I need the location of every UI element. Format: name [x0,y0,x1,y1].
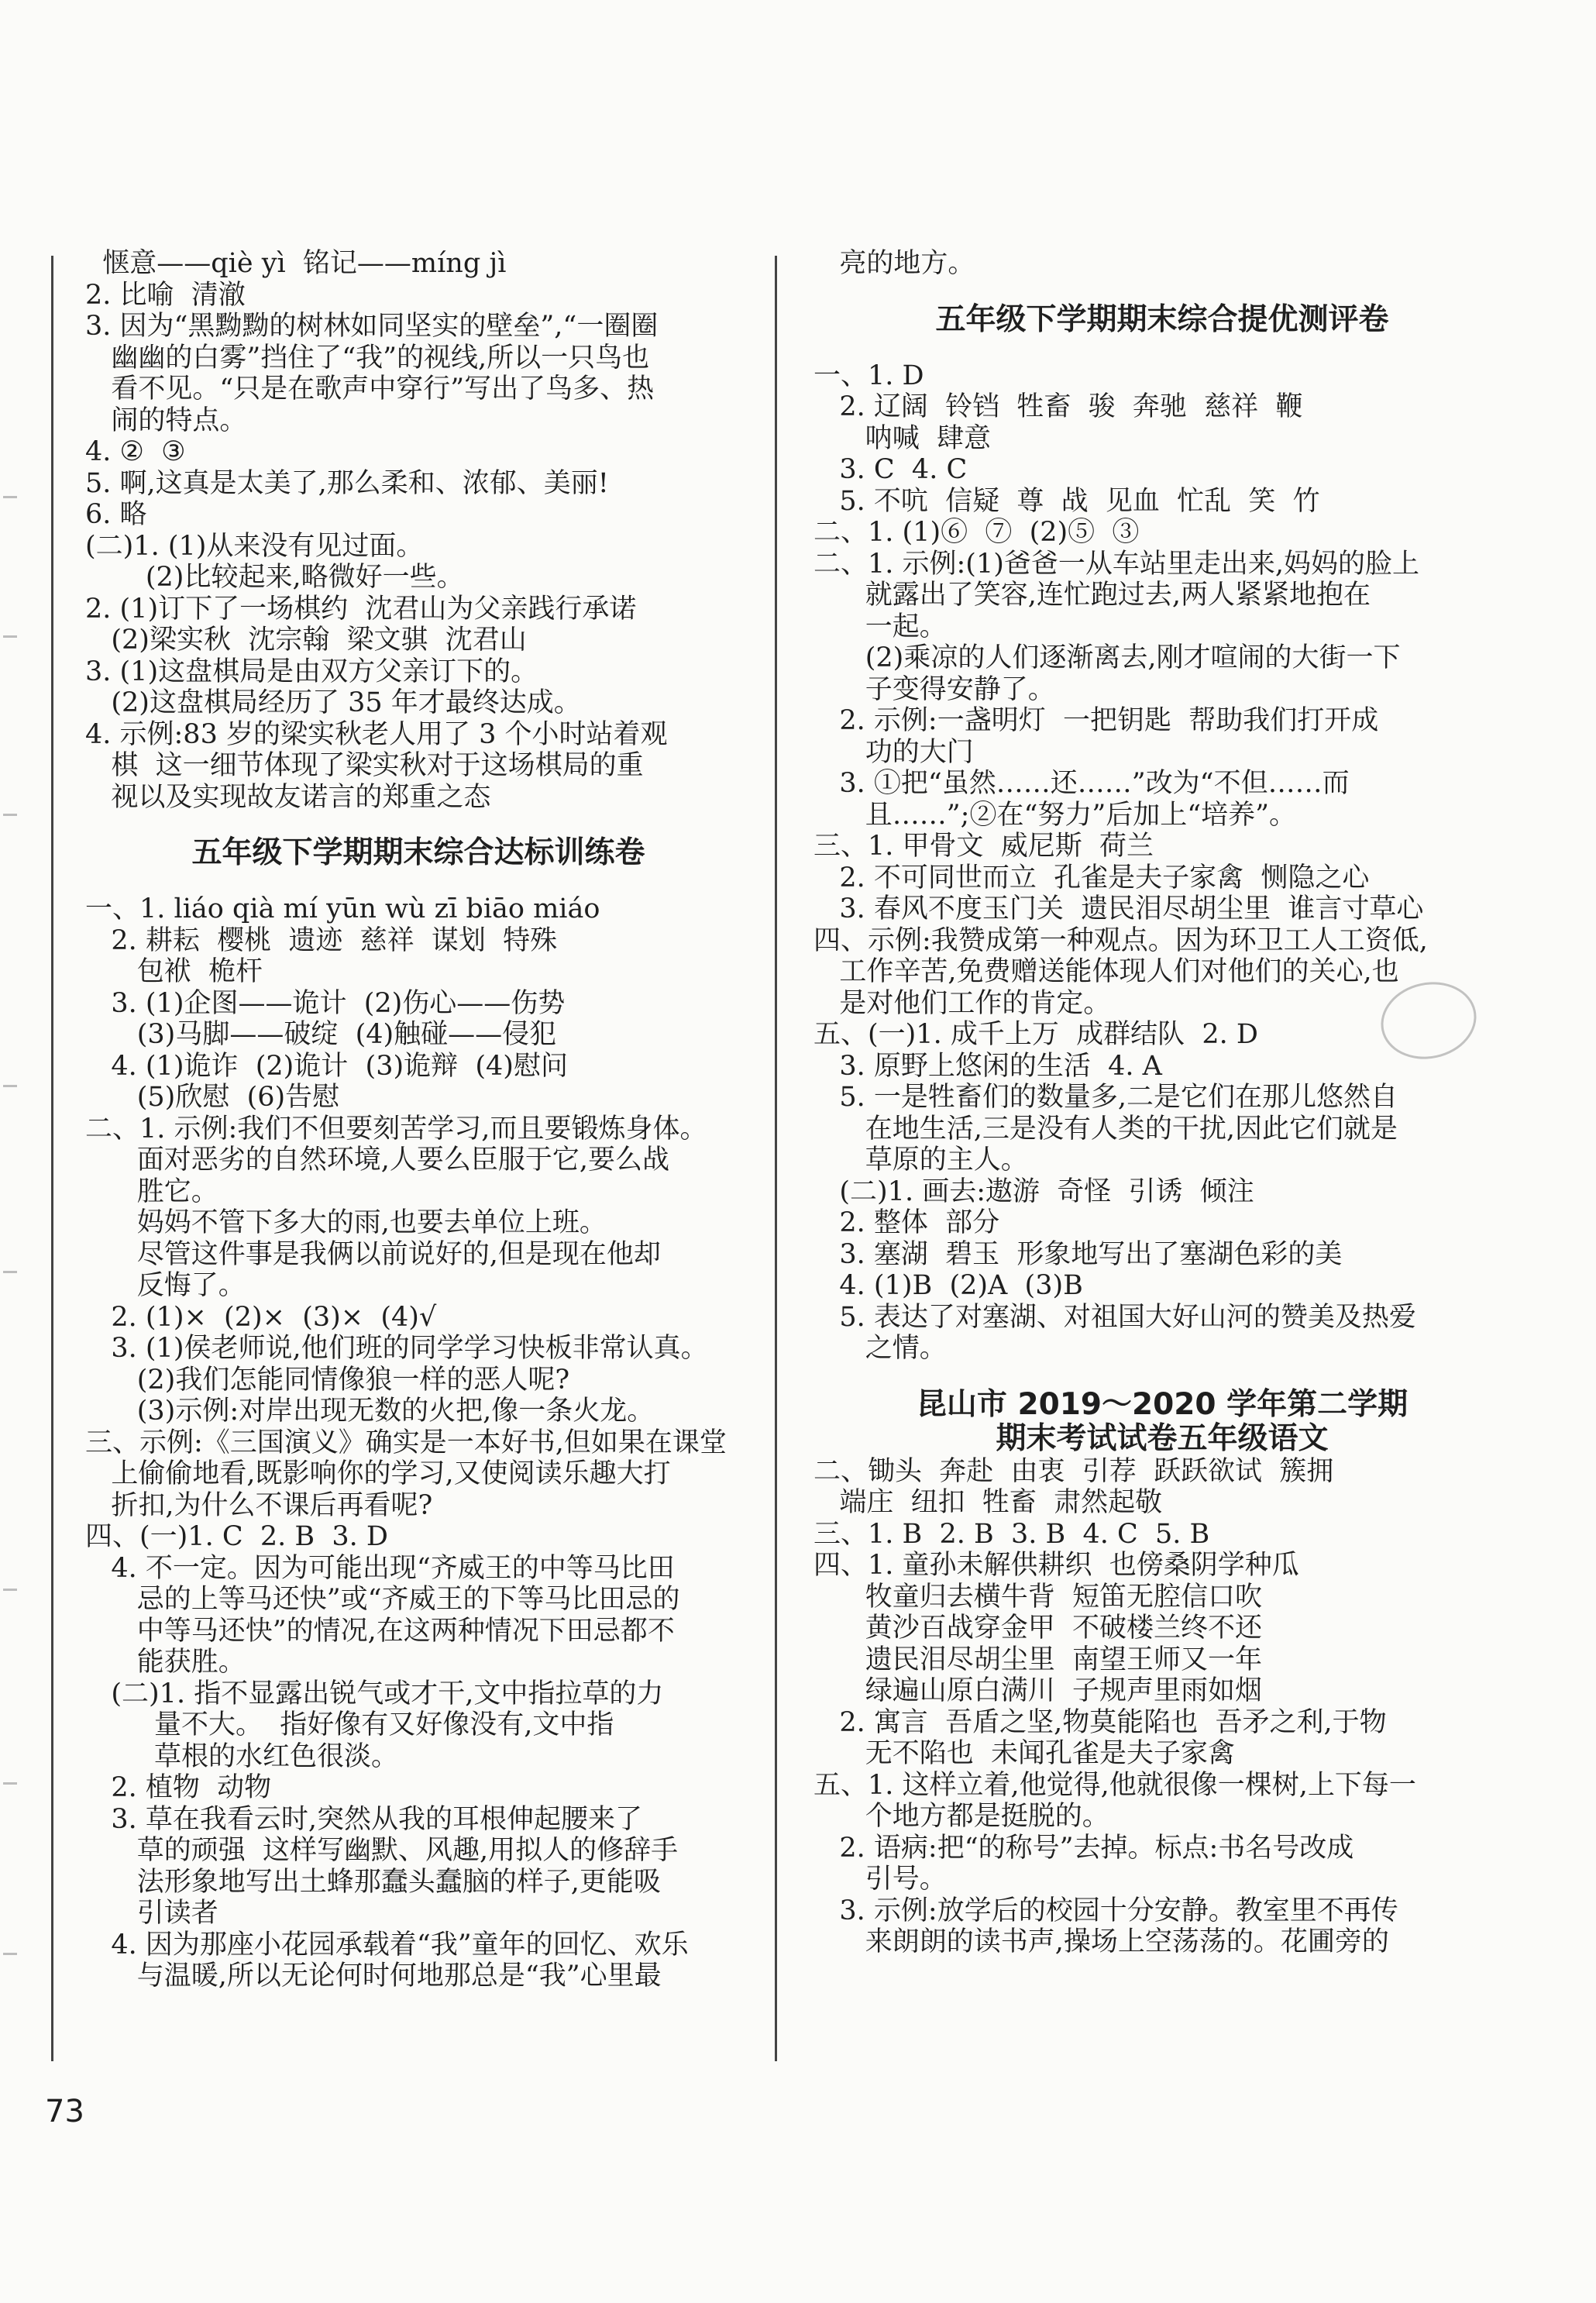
answer-line: 反悔了。 [85,1270,246,1301]
answer-line: 5. 一是牲畜们的数量多,二是它们在那儿悠然自 [813,1082,1398,1113]
answer-line: 2. 植物 动物 [85,1772,272,1803]
answer-line: 亮的地方。 [813,248,975,279]
answer-line: 五、(一)1. 成千上万 成群结队 2. D [813,1019,1258,1050]
answer-line: 棋 这一细节体现了梁实秋对于这场棋局的重 [85,750,644,781]
answer-line: 二、1. 示例:(1)爸爸一从车站里走出来,妈妈的脸上 [813,548,1420,580]
answer-line: 2. 语病:把“的称号”去掉。标点:书名号改成 [813,1832,1354,1864]
section-title: 期末考试试卷五年级语文 [996,1420,1329,1456]
answer-line: 2. 示例:一盏明灯 一把钥匙 帮助我们打开成 [813,705,1379,736]
answer-line: (5)欣慰 (6)告慰 [85,1082,340,1113]
answer-line: 幽幽的白雾”挡住了“我”的视线,所以一只鸟也 [85,342,650,374]
answer-line: 一起。 [813,611,947,642]
answer-line: 遗民泪尽胡尘里 南望王师又一年 [813,1644,1263,1675]
answer-line: 包袱 桅杆 [85,956,263,987]
answer-line: 2. 耕耘 樱桃 遗迹 慈祥 谋划 特殊 [85,924,558,956]
answer-line: 尽管这件事是我俩以前说好的,但是现在他却 [85,1238,661,1270]
answer-line: 面对恶劣的自然环境,人要么臣服于它,要么战 [85,1145,670,1176]
answer-line: 5. 不吭 信疑 尊 战 见血 忙乱 笑 竹 [813,485,1320,517]
answer-line: 2. (1)订下了一场棋约 沈君山为父亲践行承诺 [85,593,637,625]
answer-line: 2. 比喻 清澈 [85,279,246,311]
answer-line: (3)马脚——破绽 (4)触碰——侵犯 [85,1019,557,1050]
answer-line: 3. 春风不度玉门关 遗民泪尽胡尘里 谁言寸草心 [813,893,1424,924]
answer-line: 个地方都是挺脱的。 [813,1801,1109,1832]
answer-line: 2. 寓言 吾盾之坚,物莫能陷也 吾矛之利,于物 [813,1706,1387,1738]
answer-line: 3. 原野上悠闲的生活 4. A [813,1050,1162,1082]
answer-line: 二、1. (1)⑥ ⑦ (2)⑤ ③ [813,517,1140,548]
answer-line: 量不大。 指好像有又好像没有,文中指 [85,1709,614,1740]
answer-line: (二)1. 指不显露出锐气或才干,文中指拉草的力 [85,1678,664,1709]
answer-line: 看不见。“只是在歌声中穿行”写出了鸟多、热 [85,374,655,404]
answer-line: 呐喊 肆意 [813,422,992,454]
answer-line: 3. (1)这盘棋局是由双方父亲订下的。 [85,656,538,687]
answer-line: 忌的上等马还快”或“齐威王的下等马比田忌的 [85,1584,680,1615]
answer-line: 5. 啊,这真是太美了,那么柔和、浓郁、美丽! [85,467,609,499]
answer-line: 3. 因为“黑黝黝的树林如同坚实的壁垒”,“一圈圈 [85,311,659,342]
answer-line: 子变得安静了。 [813,673,1055,705]
answer-line: 三、1. B 2. B 3. B 4. C 5. B [813,1518,1210,1550]
answer-line: 一、1. D [813,360,924,391]
answer-line: 草原的主人。 [813,1145,1028,1176]
edge-mark [3,1589,17,1591]
section-gap [813,1365,1511,1388]
answer-line: (二)1. (1)从来没有见过面。 [85,530,424,562]
answer-line: 来朗朗的读书声,操场上空荡荡的。花圃旁的 [813,1926,1389,1957]
answer-line: 3. C 4. C [813,454,968,485]
answer-line: (2)我们怎能同情像狼一样的恶人呢? [85,1364,570,1396]
section-title: 五年级下学期期末综合提优测评卷 [935,301,1389,337]
answer-line: 四、1. 童孙未解供耕织 也傍桑阴学种瓜 [813,1550,1299,1581]
page-number: 73 [45,2094,84,2129]
answer-line: (二)1. 画去:遨游 奇怪 引诱 倾注 [813,1176,1254,1207]
answer-line: 端庄 纽扣 牲畜 肃然起敬 [813,1487,1163,1518]
answer-line: 草根的水红色很淡。 [85,1740,399,1772]
answer-line: 无不陷也 未闻孔雀是夫子家禽 [813,1738,1236,1769]
answer-line: 胜它。 [85,1176,218,1207]
answer-line: 4. (1)诡诈 (2)诡计 (3)诡辩 (4)慰问 [85,1050,568,1082]
answer-line: 4. 不一定。因为可能出现“齐威王的中等马比田 [85,1552,675,1584]
answer-line: 5. 表达了对塞湖、对祖国大好山河的赞美及热爱 [813,1301,1416,1333]
answer-line: (3)示例:对岸出现无数的火把,像一条火龙。 [85,1396,655,1427]
answer-line: 视以及实现故友诺言的郑重之态 [85,781,491,813]
answer-line: 2. (1)× (2)× (3)× (4)√ [85,1301,437,1333]
answer-line: 二、锄头 奔赴 由衷 引荐 跃跃欲试 簇拥 [813,1455,1334,1487]
answer-line: 4. 因为那座小花园承载着“我”童年的回忆、欢乐 [85,1929,689,1960]
edge-mark [3,496,17,498]
answer-line: 是对他们工作的肯定。 [813,987,1111,1019]
edge-mark [3,814,17,816]
answer-line: (2)乘凉的人们逐渐离去,刚才喧闹的大街一下 [813,642,1401,673]
answer-line: 3. (1)侯老师说,他们班的同学学习快板非常认真。 [85,1333,708,1364]
answer-line: 三、1. 甲骨文 威尼斯 荷兰 [813,831,1154,862]
answer-line: 功的大门 [813,736,974,768]
answer-line: 闹的特点。 [85,404,247,436]
answer-line: 四、(一)1. C 2. B 3. D [85,1521,388,1552]
answer-line: 3. 塞湖 碧玉 形象地写出了塞湖色彩的美 [813,1238,1343,1270]
answer-line: 三、示例:《三国演义》确实是一本好书,但如果在课堂 [85,1427,727,1458]
answer-line: 4. (1)B (2)A (3)B [813,1270,1083,1301]
answer-line: 惬意——qiè yì 铭记——míng jì [85,248,507,279]
answer-line: 四、示例:我赞成第一种观点。因为环卫工人工资低, [813,924,1428,956]
answer-line: 4. ② ③ [85,436,186,467]
edge-mark [3,1782,17,1785]
answer-line: 上偷偷地看,既影响你的学习,又使阅读乐趣大打 [85,1458,671,1489]
answer-line: 牧童归去横牛背 短笛无腔信口吹 [813,1581,1263,1613]
answer-line: (2)梁实秋 沈宗翰 梁文骐 沈君山 [85,625,527,656]
answer-line: 妈妈不管下多大的雨,也要去单位上班。 [85,1207,607,1238]
answer-line: 五、1. 这样立着,他觉得,他就很像一棵树,上下每一 [813,1769,1416,1801]
section-gap [85,870,752,893]
section-title: 五年级下学期期末综合达标训练卷 [191,835,645,870]
answer-line: 4. 示例:83 岁的梁实秋老人用了 3 个小时站着观 [85,718,668,750]
answer-line: 在地生活,三是没有人类的干扰,因此它们就是 [813,1113,1398,1145]
answer-line: 引号。 [813,1864,947,1895]
answer-column-right [813,248,1511,1958]
section-gap [813,280,1511,303]
answer-column-left [85,248,752,1992]
answer-line: 之情。 [813,1333,947,1364]
answer-line: (2)这盘棋局经历了 35 年才最终达成。 [85,687,581,718]
answer-line: 中等马还快”的情况,在这两种情况下田忌都不 [85,1615,675,1647]
answer-line: 法形象地写出土蜂那蠢头蠢脑的样子,更能吸 [85,1866,661,1898]
section-title: 昆山市 2019～2020 学年第二学期 [916,1386,1409,1422]
answer-line: 就露出了笑容,连忙跑过去,两人紧紧地抱在 [813,580,1371,611]
center-divider [775,256,777,2061]
answer-line: 3. ①把“虽然……还……”改为“不但……而 [813,768,1350,799]
answer-line: 3. (1)企图——诡计 (2)伤心——伤势 [85,987,566,1019]
edge-mark [3,1271,17,1273]
answer-line: 与温暖,所以无论何时何地那总是“我”心里最 [85,1960,662,1991]
section-gap [813,337,1511,360]
answer-line: 6. 略 [85,499,147,530]
edge-mark [3,1085,17,1087]
answer-line: 3. 示例:放学后的校园十分安静。教室里不再传 [813,1895,1398,1926]
edge-mark [3,1953,17,1955]
answer-line: 黄沙百战穿金甲 不破楼兰终不还 [813,1613,1263,1644]
answer-line: 引读者 [85,1898,218,1929]
answer-line: 二、1. 示例:我们不但要刻苦学习,而且要锻炼身体。 [85,1113,707,1145]
answer-line: 2. 不可同世而立 孔雀是夫子家禽 恻隐之心 [813,862,1370,893]
answer-line: 折扣,为什么不课后再看呢? [85,1489,433,1521]
answer-line: 工作辛苦,免费赠送能体现人们对他们的关心,也 [813,956,1399,987]
left-margin-rule [51,256,53,2061]
answer-line: 能获胜。 [85,1647,246,1678]
answer-line: 绿遍山原白满川 子规声里雨如烟 [813,1675,1263,1706]
answer-line: 2. 辽阔 铃铛 牲畜 骏 奔驰 慈祥 鞭 [813,391,1303,422]
section-gap [85,813,752,836]
answer-line: 3. 草在我看云时,突然从我的耳根伸起腰来了 [85,1803,643,1835]
answer-line: 2. 整体 部分 [813,1207,1000,1238]
answer-line: 一、1. liáo qià mí yūn wù zī biāo miáo [85,893,600,924]
answer-line: (2)比较起来,略微好一些。 [85,562,464,593]
answer-line: 草的顽强 这样写幽默、风趣,用拟人的修辞手 [85,1835,679,1866]
answer-line: 且……”;②在“努力”后加上“培养”。 [813,799,1297,831]
edge-mark [3,635,17,638]
